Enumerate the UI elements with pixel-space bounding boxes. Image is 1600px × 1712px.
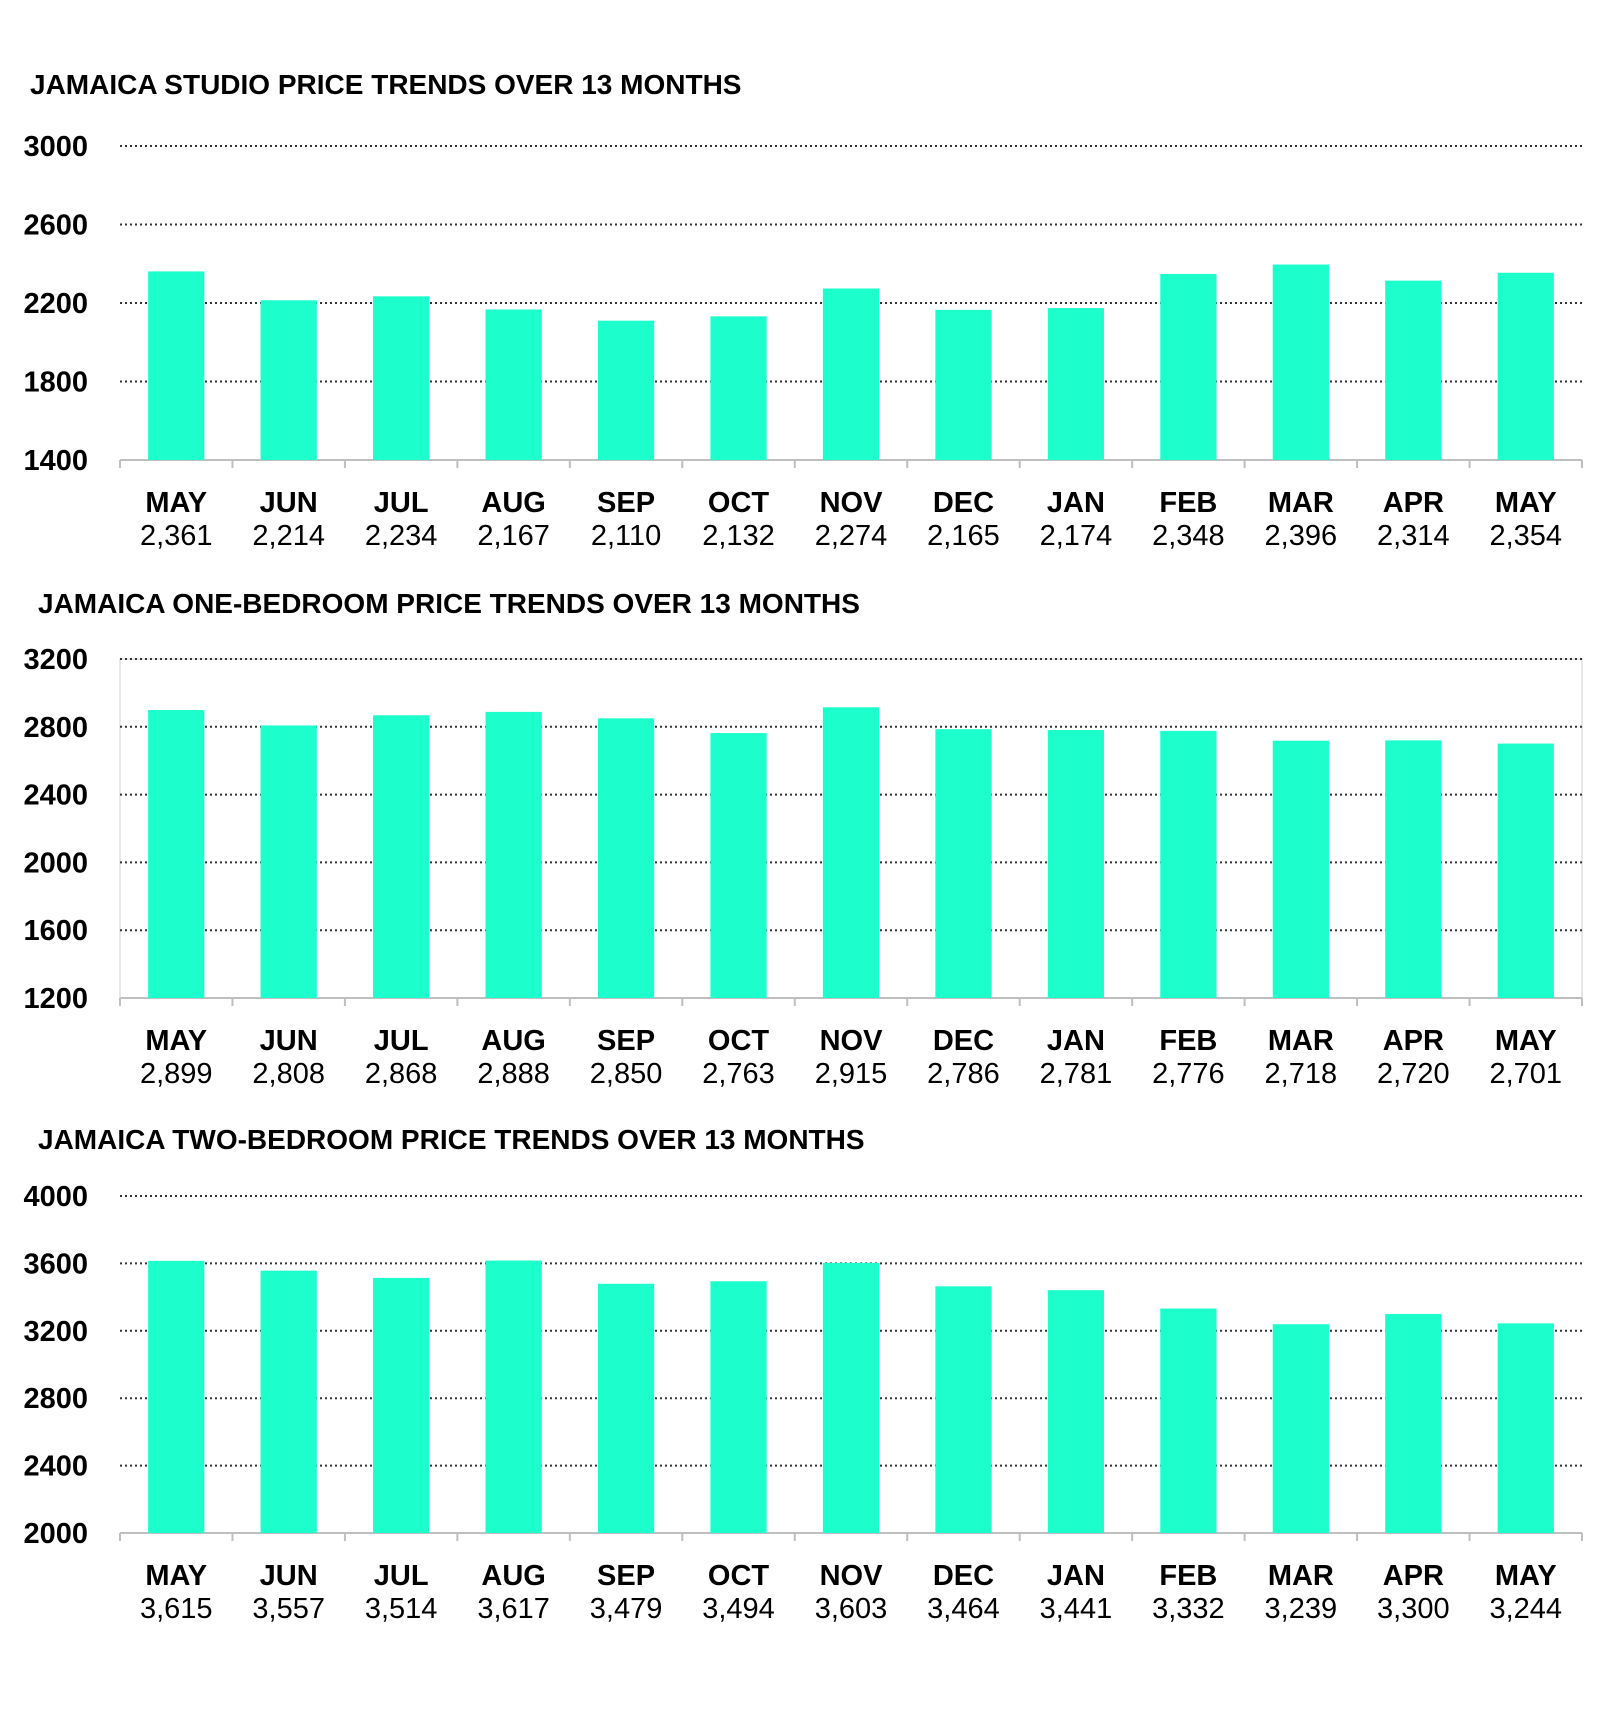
y-tick-label: 2400	[23, 1450, 88, 1483]
value-label: 2,850	[589, 1058, 663, 1090]
bar	[598, 1284, 654, 1533]
bar	[148, 710, 204, 998]
bar	[823, 1263, 879, 1533]
category-label: MAY	[1494, 1025, 1557, 1057]
category-label: MAY	[145, 1025, 208, 1057]
studio-chart	[23, 69, 1582, 552]
value-label: 2,361	[139, 520, 213, 552]
category-label: MAY	[1494, 487, 1557, 519]
value-label: 3,479	[589, 1593, 663, 1625]
value-label: 3,617	[477, 1593, 550, 1625]
value-label: 3,464	[927, 1593, 1000, 1625]
bar	[261, 1271, 317, 1533]
y-tick-label: 2200	[23, 288, 88, 320]
y-tick-label: 4000	[23, 1181, 88, 1213]
bar	[1498, 273, 1554, 460]
bar	[486, 1261, 542, 1533]
value-label: 3,514	[364, 1593, 438, 1625]
category-label: OCT	[707, 1560, 770, 1592]
value-label: 2,354	[1489, 520, 1563, 552]
bar	[486, 712, 542, 998]
bar	[373, 1278, 429, 1533]
y-tick-label: 2800	[23, 711, 88, 744]
value-label: 3,557	[252, 1593, 325, 1625]
bar	[1385, 740, 1441, 998]
bar	[823, 707, 879, 998]
value-label: 2,314	[1377, 520, 1450, 552]
value-label: 2,132	[702, 520, 775, 552]
category-label: AUG	[481, 487, 546, 519]
category-label: APR	[1382, 487, 1444, 519]
two-bedroom-chart	[23, 1124, 1582, 1625]
bar	[935, 1286, 991, 1533]
bar	[598, 321, 654, 460]
bar	[935, 729, 991, 998]
y-tick-label: 1600	[23, 915, 88, 948]
value-label: 2,214	[252, 520, 325, 552]
bar	[1048, 308, 1104, 460]
value-label: 2,348	[1152, 520, 1225, 552]
category-label: JUL	[373, 1025, 429, 1057]
category-label: NOV	[819, 1025, 883, 1057]
bar	[261, 300, 317, 460]
category-label: MAR	[1267, 487, 1334, 519]
y-tick-label: 1200	[23, 983, 88, 1015]
value-label: 2,718	[1264, 1058, 1338, 1090]
category-label: MAR	[1267, 1025, 1334, 1057]
y-tick-label: 1400	[23, 445, 88, 477]
value-label: 2,808	[252, 1058, 325, 1090]
bar	[373, 296, 429, 460]
category-label: NOV	[819, 1560, 883, 1592]
chart-title: JAMAICA TWO-BEDROOM PRICE TRENDS OVER 13 MONTHS	[38, 1124, 865, 1155]
bar	[1048, 1290, 1104, 1533]
value-label: 3,494	[702, 1593, 775, 1625]
value-label: 2,110	[590, 520, 662, 552]
one-bedroom-chart	[23, 588, 1582, 1090]
y-tick-label: 3200	[23, 644, 88, 676]
category-label: OCT	[707, 1025, 770, 1057]
y-tick-label: 3000	[23, 131, 88, 163]
y-tick-label: 3200	[23, 1315, 88, 1348]
category-label: JUN	[259, 1560, 318, 1592]
category-label: SEP	[597, 487, 656, 519]
y-tick-label: 2000	[23, 847, 88, 880]
value-label: 2,165	[927, 520, 1000, 552]
value-label: 2,396	[1264, 520, 1338, 552]
bar	[710, 1281, 766, 1533]
value-label: 2,786	[927, 1058, 1000, 1090]
category-label: FEB	[1159, 1025, 1218, 1057]
chart-title: JAMAICA ONE-BEDROOM PRICE TRENDS OVER 13 MONTHS	[38, 588, 860, 619]
bar	[710, 733, 766, 998]
value-label: 3,300	[1377, 1593, 1450, 1625]
value-label: 2,781	[1039, 1058, 1113, 1090]
bar	[261, 725, 317, 998]
bar	[1048, 730, 1104, 998]
bar	[148, 271, 204, 460]
bar	[1160, 274, 1216, 460]
y-tick-label: 2600	[23, 209, 88, 242]
category-label: JAN	[1046, 1025, 1105, 1057]
category-label: JAN	[1046, 1560, 1105, 1592]
bar	[1385, 1314, 1441, 1533]
category-label: MAY	[145, 1560, 208, 1592]
y-tick-label: 2000	[23, 1518, 88, 1550]
bar	[1160, 1309, 1216, 1533]
bar	[486, 309, 542, 460]
category-label: DEC	[932, 1560, 995, 1592]
category-label: JAN	[1046, 487, 1105, 519]
bar	[1273, 265, 1329, 460]
category-label: NOV	[819, 487, 883, 519]
y-tick-label: 2800	[23, 1383, 88, 1416]
bar	[1498, 1323, 1554, 1533]
bar	[1160, 731, 1216, 998]
y-tick-label: 3600	[23, 1248, 88, 1281]
y-tick-label: 2400	[23, 779, 88, 812]
value-label: 2,274	[814, 520, 888, 552]
category-label: AUG	[481, 1025, 546, 1057]
value-label: 2,915	[814, 1058, 888, 1090]
bar	[710, 316, 766, 460]
value-label: 3,244	[1489, 1593, 1563, 1625]
category-label: SEP	[597, 1025, 656, 1057]
category-label: AUG	[481, 1560, 546, 1592]
value-label: 2,234	[364, 520, 438, 552]
value-label: 2,174	[1039, 520, 1113, 552]
category-label: JUN	[259, 1025, 318, 1057]
value-label: 3,603	[814, 1593, 888, 1625]
bar	[823, 288, 879, 460]
category-label: MAY	[1494, 1560, 1557, 1592]
chart-title: JAMAICA STUDIO PRICE TRENDS OVER 13 MONTHS	[30, 69, 742, 100]
value-label: 2,888	[477, 1058, 550, 1090]
bar	[935, 310, 991, 460]
bar	[1273, 1324, 1329, 1533]
value-label: 2,776	[1152, 1058, 1225, 1090]
category-label: APR	[1382, 1025, 1444, 1057]
value-label: 3,239	[1264, 1593, 1338, 1625]
category-label: JUL	[373, 487, 429, 519]
category-label: OCT	[707, 487, 770, 519]
value-label: 2,167	[477, 520, 550, 552]
bar	[1385, 281, 1441, 460]
bar	[373, 715, 429, 998]
category-label: JUN	[259, 487, 318, 519]
category-label: MAR	[1267, 1560, 1334, 1592]
bar	[598, 718, 654, 998]
value-label: 2,701	[1489, 1058, 1563, 1090]
category-label: JUL	[373, 1560, 429, 1592]
category-label: APR	[1382, 1560, 1444, 1592]
value-label: 3,441	[1039, 1593, 1113, 1625]
bar	[1273, 741, 1329, 998]
value-label: 2,899	[139, 1058, 213, 1090]
bar	[1498, 744, 1554, 998]
bar	[148, 1261, 204, 1533]
category-label: DEC	[932, 1025, 995, 1057]
value-label: 2,763	[702, 1058, 775, 1090]
y-tick-label: 1800	[23, 366, 88, 399]
value-label: 2,868	[364, 1058, 438, 1090]
value-label: 3,615	[139, 1593, 213, 1625]
category-label: DEC	[932, 487, 995, 519]
category-label: FEB	[1159, 487, 1218, 519]
category-label: SEP	[597, 1560, 656, 1592]
value-label: 3,332	[1152, 1593, 1225, 1625]
category-label: MAY	[145, 487, 208, 519]
value-label: 2,720	[1377, 1058, 1450, 1090]
category-label: FEB	[1159, 1560, 1218, 1592]
